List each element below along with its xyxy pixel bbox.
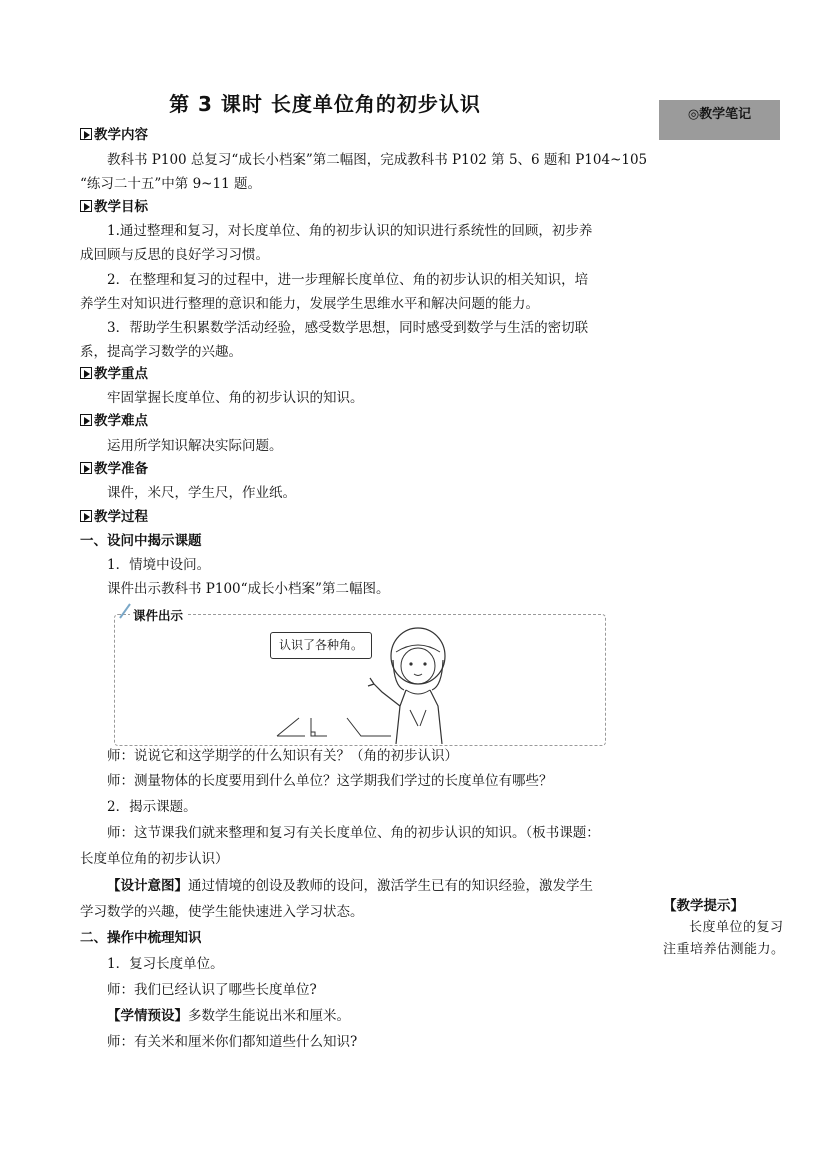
- preparation-line: 课件，米尺，学生尺，作业纸。: [107, 485, 296, 501]
- part1-line-6: 师：这节课我们就来整理和复习有关长度单位、角的初步认识的知识。（板书课题：: [107, 825, 600, 841]
- teaching-tip-title: 【教学提示】: [663, 898, 744, 914]
- goals-line-4: 养学生对知识进行整理的意识和能力，发展学生思维水平和解决问题的能力。: [80, 296, 539, 312]
- part1-line-4: 师：测量物体的长度要用到什么单位？这学期我们学过的长度单位有哪些？: [107, 773, 553, 789]
- page-title: 第 3 课时 长度单位角的初步认识: [169, 92, 481, 116]
- goals-line-6: 系，提高学习数学的兴趣。: [80, 344, 242, 360]
- goals-line-1: 1.通过整理和复习，对长度单位、角的初步认识的知识进行系统性的回顾，初步养: [107, 223, 593, 239]
- part1-line-5: 2．揭示课题。: [107, 799, 197, 815]
- content-line-2: “练习二十五”中第 9~11 题。: [80, 176, 261, 192]
- part2-heading: 二、操作中梳理知识: [80, 930, 202, 946]
- teaching-notes-label: ◎教学笔记: [659, 100, 780, 140]
- design-intent-tag: 【设计意图】: [107, 878, 188, 894]
- teaching-tip-body: 长度单位的复习注重培养估测能力。: [663, 920, 785, 957]
- section-heading-content: 教学内容: [80, 125, 148, 145]
- section-heading-difficulties: 教学难点: [80, 411, 148, 431]
- goals-line-2: 成回顾与反思的良好学习习惯。: [80, 247, 269, 263]
- angles-illustration: [275, 712, 395, 738]
- part1-heading: 一、设问中揭示课题: [80, 533, 202, 549]
- play-triangle-icon: [80, 200, 92, 212]
- key-points-line: 牢固掌握长度单位、角的初步认识的知识。: [107, 390, 364, 406]
- play-triangle-icon: [80, 414, 92, 426]
- part2-line-2: 师：我们已经认识了哪些长度单位?: [107, 982, 317, 998]
- goals-line-3: 2．在整理和复习的过程中，进一步理解长度单位、角的初步认识的相关知识，培: [107, 272, 589, 288]
- play-triangle-icon: [80, 462, 92, 474]
- speech-bubble: 认识了各种角。: [270, 632, 372, 659]
- part1-line-9: 学习数学的兴趣，使学生能快速进入学习状态。: [80, 904, 364, 920]
- play-triangle-icon: [80, 128, 92, 140]
- part2-line-1: 1．复习长度单位。: [107, 956, 224, 972]
- part1-line-7: 长度单位角的初步认识）: [80, 851, 229, 867]
- play-triangle-icon: [80, 510, 92, 522]
- part1-line-2: 课件出示教科书 P100“成长小档案”第二幅图。: [107, 581, 390, 597]
- goals-line-5: 3．帮助学生积累数学活动经验，感受数学思想，同时感受到数学与生活的密切联: [107, 320, 589, 336]
- difficulties-line: 运用所学知识解决实际问题。: [107, 438, 283, 454]
- part1-intent-line: 【设计意图】通过情境的创设及教师的设问，激活学生已有的知识经验，激发学生: [107, 878, 593, 894]
- learning-preset-tag: 【学情预设】: [107, 1008, 188, 1024]
- content-line-1: 教科书 P100 总复习“成长小档案”第二幅图，完成教科书 P102 第 5、6 题和 P104~105: [107, 152, 648, 168]
- play-triangle-icon: [80, 367, 92, 379]
- part2-line-4: 师：有关米和厘米你们都知道些什么知识?: [107, 1034, 358, 1050]
- section-heading-key-points: 教学重点: [80, 364, 148, 384]
- courseware-label: 课件出示: [130, 606, 186, 624]
- section-heading-process: 教学过程: [80, 507, 148, 527]
- part1-line-3: 师：说说它和这学期学的什么知识有关？（角的初步认识）: [107, 748, 458, 764]
- part1-line-1: 1．情境中设问。: [107, 557, 211, 573]
- section-heading-preparation: 教学准备: [80, 459, 148, 479]
- part2-preset-line: 【学情预设】多数学生能说出米和厘米。: [107, 1008, 350, 1024]
- section-heading-goals: 教学目标: [80, 197, 148, 217]
